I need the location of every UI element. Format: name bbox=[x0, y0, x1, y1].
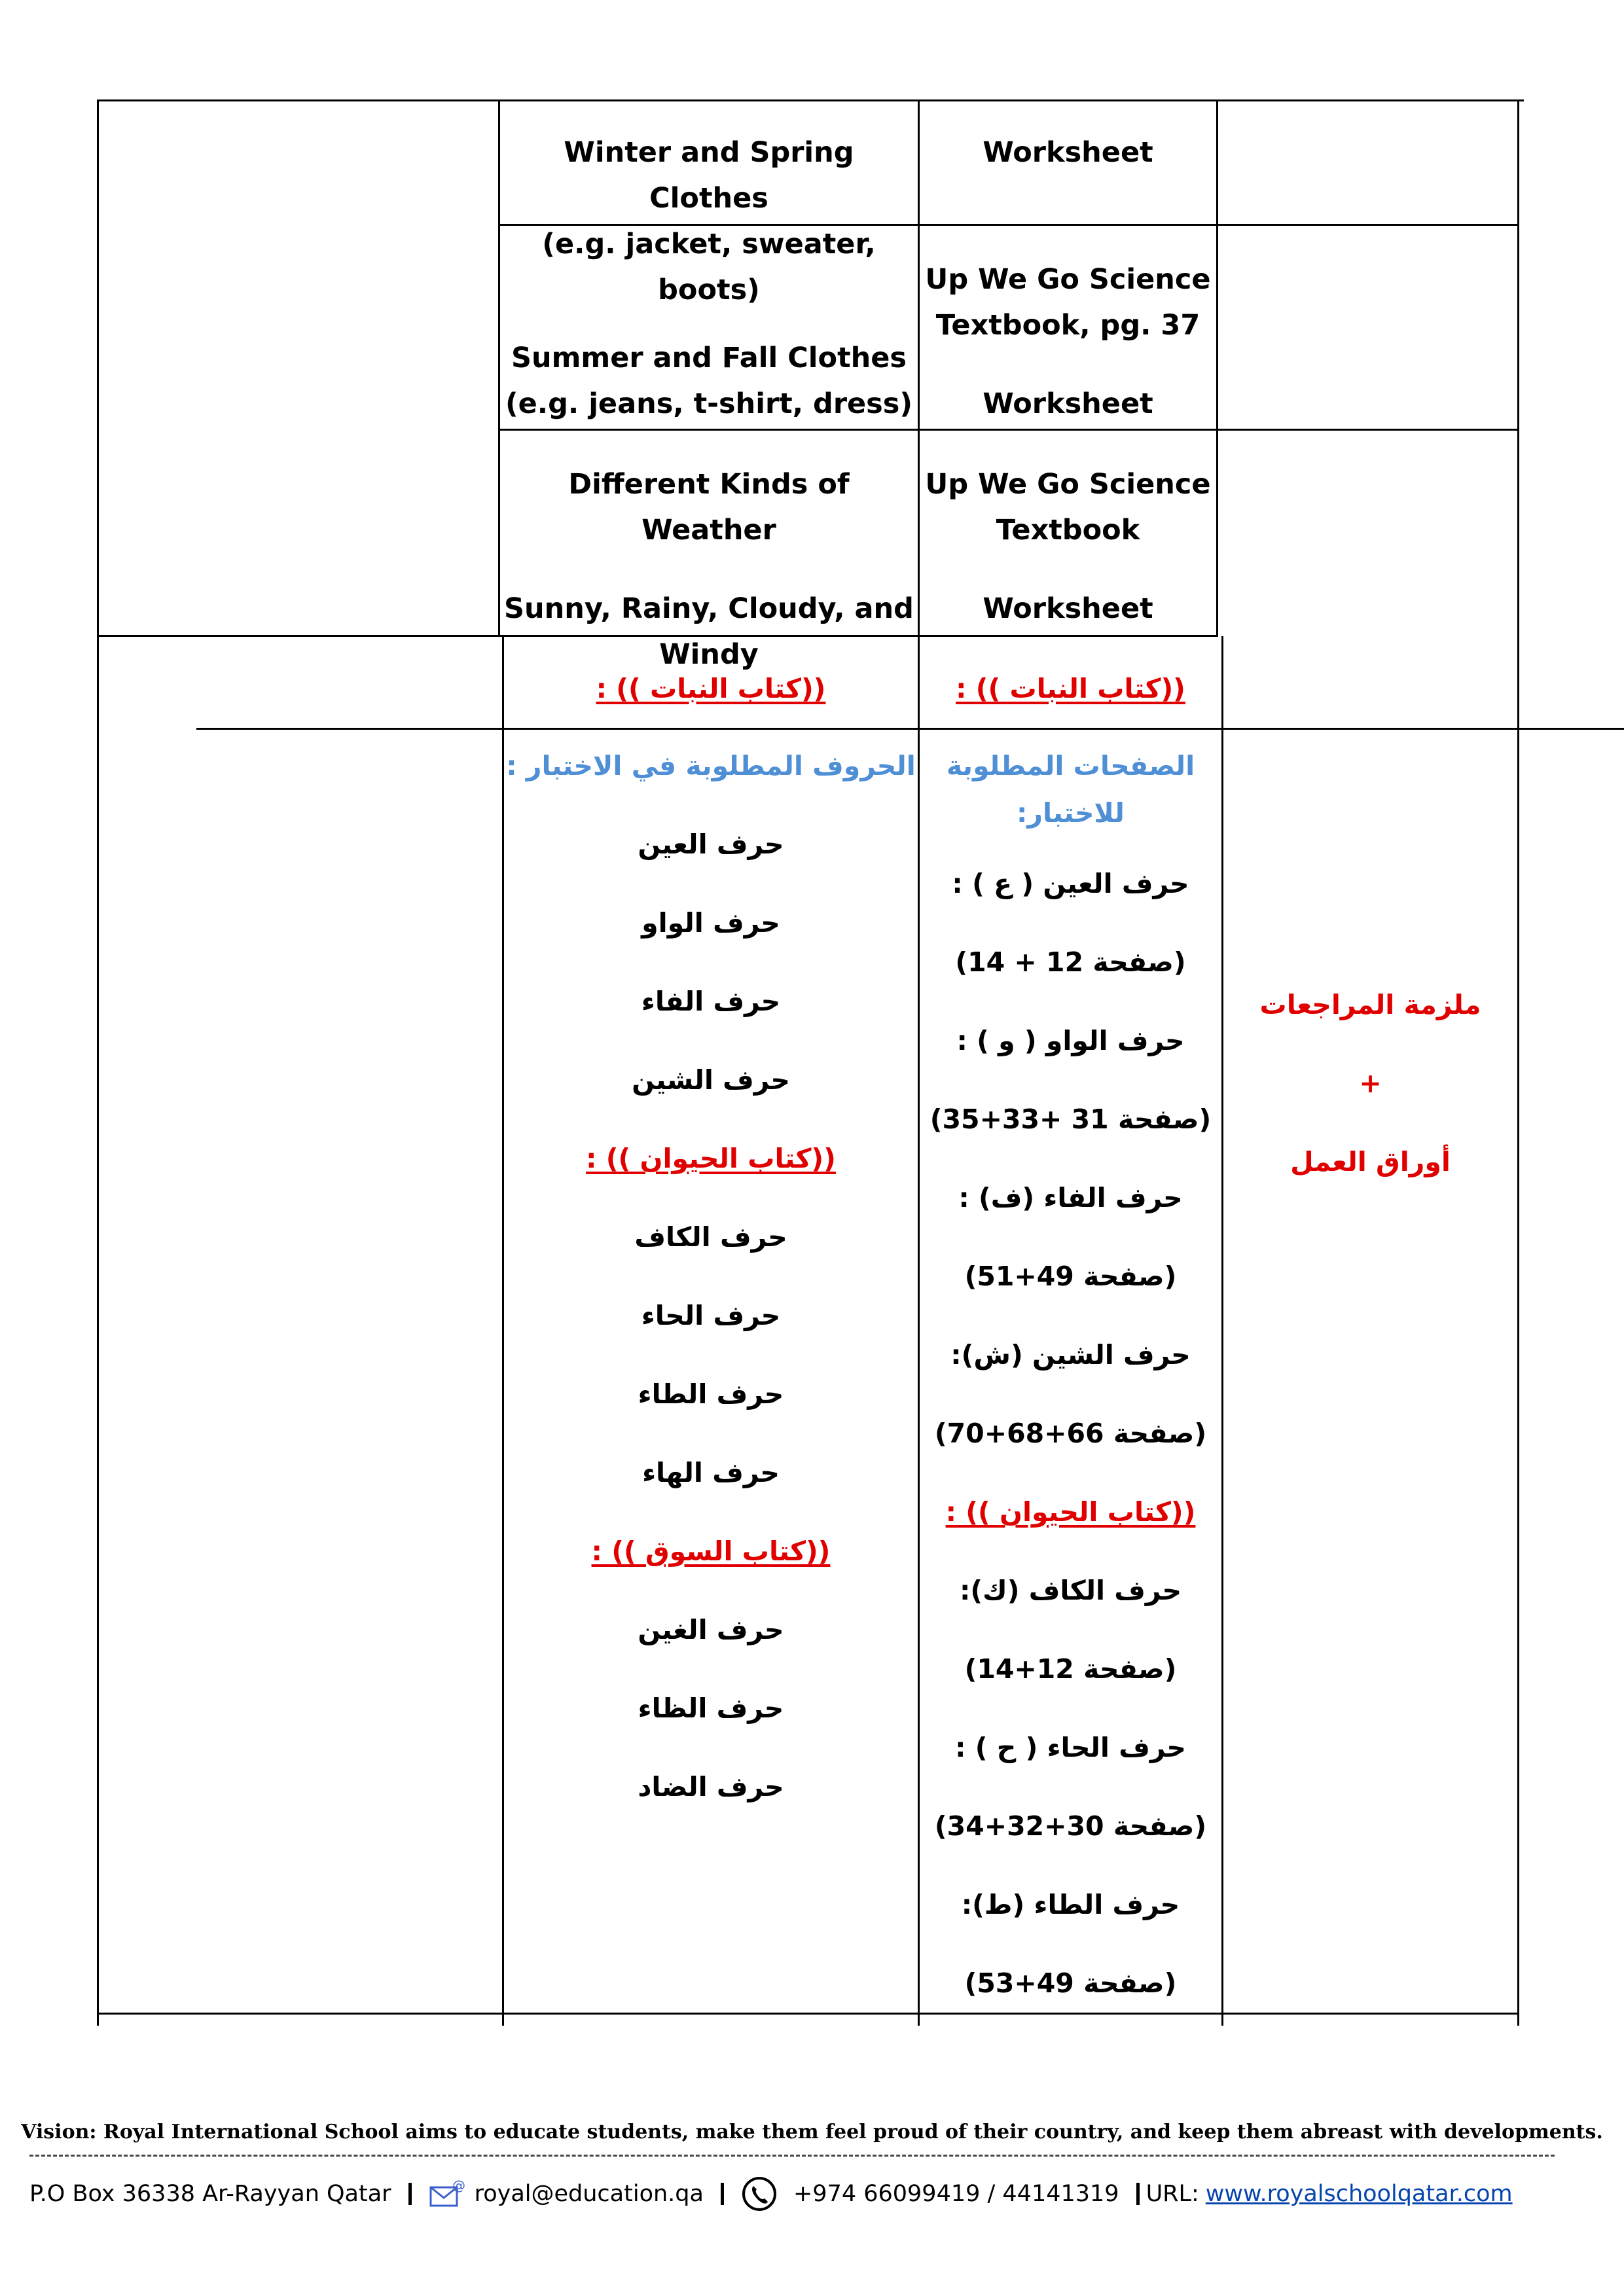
page-item: (صفحة 12+14) bbox=[964, 1653, 1177, 1685]
resource-cell-row-1 bbox=[920, 130, 1216, 175]
page-item: (صفحة 31 +33+35) bbox=[929, 1103, 1212, 1135]
col-border-5 bbox=[1517, 99, 1519, 2026]
market-book-heading: ((كتاب السوق )) : bbox=[591, 1535, 831, 1567]
animals-book-heading: ((كتاب الحيوان )) : bbox=[586, 1143, 836, 1174]
page-item: (صفحة 66+68+70) bbox=[934, 1418, 1207, 1449]
phone-icon bbox=[741, 2176, 778, 2212]
separator bbox=[408, 2183, 412, 2205]
review-resources-column bbox=[1223, 985, 1517, 1221]
resource-text: Up We Go Science bbox=[925, 263, 1211, 296]
topic-text: (e.g. jacket, sweater, boots) bbox=[542, 228, 876, 306]
plants-book-heading-pages: ((كتاب النبات )) : bbox=[956, 673, 1185, 704]
page-item: (صفحة 49+51) bbox=[964, 1261, 1177, 1292]
letter-item: حرف الكاف bbox=[634, 1221, 787, 1253]
letter-item: حرف الشين bbox=[632, 1064, 790, 1096]
topic-text: Winter and Spring Clothes bbox=[564, 136, 854, 215]
page-item: حرف الفاء (ف) : bbox=[958, 1182, 1183, 1213]
resource-text: Up We Go Science bbox=[925, 468, 1211, 501]
letter-item: حرف العين bbox=[638, 829, 784, 860]
required-pages-heading: للاختبار: bbox=[1017, 797, 1125, 829]
email-icon bbox=[429, 2178, 465, 2210]
letter-item: حرف الغين bbox=[638, 1614, 784, 1645]
worksheets-label: أوراق العمل bbox=[1290, 1146, 1451, 1177]
topic-text: Different Kinds of Weather bbox=[568, 468, 850, 547]
po-box-address: P.O Box 36338 Ar-Rayyan Qatar bbox=[29, 2181, 391, 2207]
page-item: حرف الحاء ( ح ) : bbox=[955, 1732, 1186, 1763]
row-divider-2 bbox=[498, 429, 1517, 431]
phone-numbers: +974 66099419 / 44141319 bbox=[793, 2181, 1119, 2207]
resource-cell-row-2 bbox=[920, 257, 1216, 427]
letter-item: حرف الواو bbox=[641, 907, 780, 939]
separator bbox=[721, 2183, 724, 2205]
animals-book-heading: ((كتاب الحيوان )) : bbox=[945, 1496, 1196, 1528]
resource-text: Worksheet bbox=[983, 387, 1153, 420]
required-letters-heading: الحروف المطلوبة في الاختبار : bbox=[506, 750, 916, 781]
topic-text: Windy bbox=[659, 638, 759, 671]
required-pages-column bbox=[920, 746, 1221, 2042]
school-vision-statement: Vision: Royal International School aims to educate students, make them feel proud of their country, and keep them abreast with developments. bbox=[21, 2121, 1603, 2144]
letter-item: حرف الطاء bbox=[638, 1378, 784, 1410]
page-item: حرف الشين (ش): bbox=[950, 1339, 1191, 1371]
col-border-4-upper bbox=[1216, 99, 1218, 636]
separator bbox=[1136, 2183, 1140, 2205]
page-item: حرف الطاء (ط): bbox=[961, 1889, 1180, 1920]
page-item: حرف الكاف (ك): bbox=[960, 1575, 1182, 1606]
resource-text: Worksheet bbox=[983, 136, 1153, 169]
plus-sign: + bbox=[1359, 1067, 1382, 1099]
page-item: (صفحة 30+32+34) bbox=[934, 1810, 1207, 1842]
topic-text: (e.g. jeans, t-shirt, dress) bbox=[505, 387, 913, 420]
letter-item: حرف الفاء bbox=[641, 986, 781, 1017]
resource-text: Textbook, pg. 37 bbox=[935, 309, 1200, 342]
letter-item: حرف الهاء bbox=[642, 1457, 780, 1488]
row-divider-arabic bbox=[196, 728, 1624, 730]
url-label: URL: bbox=[1146, 2181, 1199, 2207]
table-top-border-mid bbox=[499, 99, 1218, 101]
page-item: حرف الواو ( و ) : bbox=[956, 1025, 1185, 1056]
letter-item: حرف الظاء bbox=[638, 1693, 784, 1724]
topic-text: Sunny, Rainy, Cloudy, and bbox=[504, 592, 914, 625]
page-item: حرف العين ( ع ) : bbox=[952, 868, 1189, 899]
page-item: (صفحة 49+53) bbox=[964, 1967, 1177, 1999]
topic-cell-row-1 bbox=[500, 130, 918, 313]
page-item: (صفحة 12 + 14) bbox=[955, 946, 1186, 978]
resource-cell-row-3 bbox=[920, 461, 1216, 632]
svg-text:@: @ bbox=[452, 2178, 465, 2193]
table-bottom-border bbox=[97, 2013, 1519, 2015]
required-letters-column bbox=[504, 746, 918, 1846]
table-top-border-right bbox=[1218, 99, 1524, 101]
table-top-border-left bbox=[97, 99, 499, 101]
footer-divider bbox=[29, 2155, 1555, 2157]
footer-contact-bar bbox=[29, 2174, 1513, 2214]
letter-item: حرف الضاد bbox=[638, 1771, 784, 1803]
email-link[interactable]: royal@education.qa bbox=[474, 2181, 704, 2207]
letter-item: حرف الحاء bbox=[641, 1300, 781, 1331]
resource-text: Worksheet bbox=[983, 592, 1153, 625]
review-booklet-label: ملزمة المراجعات bbox=[1259, 989, 1481, 1020]
website-link[interactable]: www.royalschoolqatar.com bbox=[1205, 2181, 1513, 2207]
resource-text: Textbook bbox=[996, 514, 1140, 547]
col-border-1 bbox=[97, 99, 99, 2026]
required-pages-heading: الصفحات المطلوبة bbox=[946, 750, 1195, 781]
plants-book-heading-letters: ((كتاب النبات )) : bbox=[596, 673, 826, 704]
topic-text: Summer and Fall Clothes bbox=[511, 342, 907, 374]
topic-cell-row-2 bbox=[500, 335, 918, 427]
col-border-4-lower bbox=[1221, 636, 1223, 2026]
topic-cell-row-3 bbox=[500, 461, 918, 677]
